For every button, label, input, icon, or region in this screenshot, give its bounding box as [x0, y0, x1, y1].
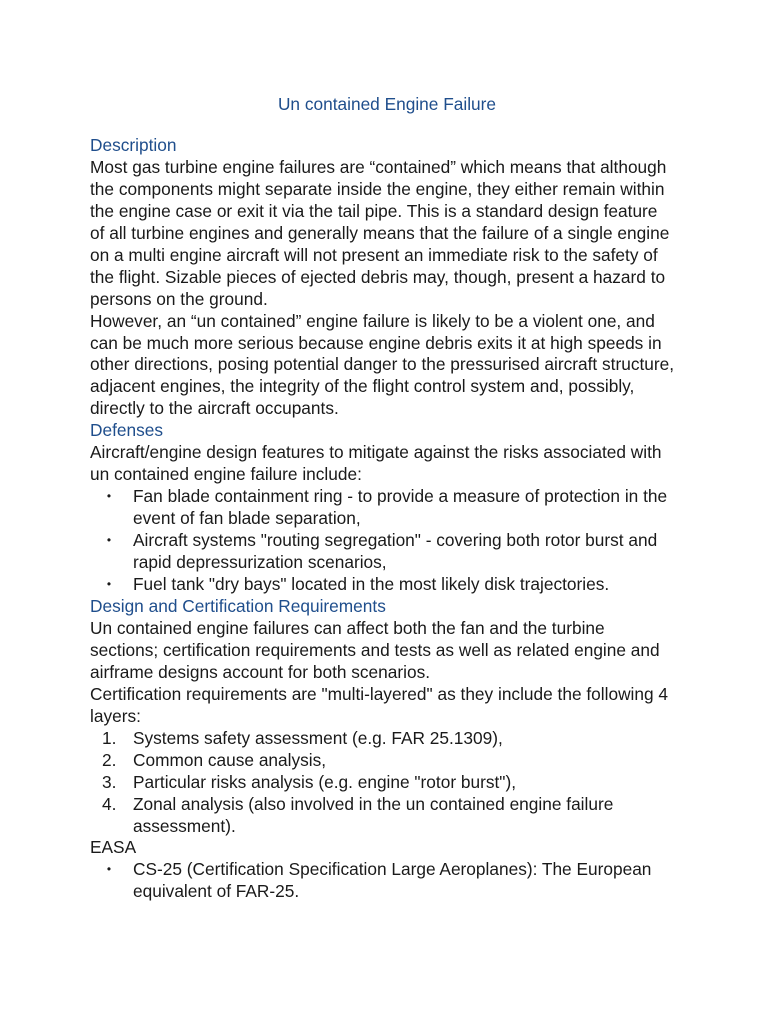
- list-item: [90, 728, 676, 750]
- list-number: 4.: [102, 793, 117, 814]
- list-item: [90, 750, 676, 772]
- list-item-text: CS-25 (Certification Specification Large Aeroplanes): The European equivalent of FAR-25.: [133, 859, 652, 902]
- easa-label: EASA: [90, 837, 137, 858]
- list-item-text: Aircraft systems "routing segregation" - covering both rotor burst and rapid depressurization scenarios,: [133, 530, 658, 573]
- list-item-text: Systems safety assessment (e.g. FAR 25.1309),: [133, 727, 503, 748]
- description-paragraph-1: Most gas turbine engine failures are “contained” which means that although the components might separate inside the engine, they either remain within the engine case or exit it via the tail pipe. This is a standard design feature of all turbine engines and generally means that the failure of a single engine on a multi engine aircraft will not present an immediate risk to the safety of the flight. Sizable pieces of ejected debris may, though, present a hazard to persons on the ground.: [90, 156, 670, 309]
- document-title: Un contained Engine Failure: [277, 94, 497, 114]
- list-item: [90, 859, 676, 903]
- list-item: [90, 574, 676, 596]
- defenses-heading: Defenses: [90, 420, 164, 441]
- layers-list: [90, 728, 676, 838]
- description-heading: Description: [90, 134, 177, 155]
- bullet-marker: •: [106, 533, 112, 548]
- list-item-text: Fuel tank "dry bays" located in the most likely disk trajectories.: [133, 574, 610, 595]
- list-item: [90, 794, 676, 838]
- list-item-text: Particular risks analysis (e.g. engine "rotor burst"),: [133, 771, 516, 792]
- list-item: [90, 772, 676, 794]
- list-item-text: Fan blade containment ring - to provide a measure of protection in the event of fan blade separation,: [133, 486, 668, 529]
- list-item-text: Common cause analysis,: [133, 749, 327, 770]
- bullet-marker: •: [106, 862, 112, 877]
- design-heading: Design and Certification Requirements: [90, 595, 386, 616]
- list-item: [90, 486, 676, 530]
- list-item-text: Zonal analysis (also involved in the un contained engine failure assessment).: [133, 793, 614, 836]
- easa-list: [90, 859, 676, 903]
- defenses-list: [90, 486, 676, 596]
- list-number: 1.: [102, 727, 117, 748]
- bullet-marker: •: [106, 577, 112, 592]
- design-paragraph-1: Un contained engine failures can affect both the fan and the turbine sections; certification requirements and tests as well as related engine and airframe designs account for both scenarios.: [90, 617, 660, 682]
- design-paragraph-2: Certification requirements are "multi-layered" as they include the following 4 layers:: [90, 683, 669, 726]
- defenses-intro: Aircraft/engine design features to mitigate against the risks associated with un contained engine failure include:: [90, 442, 662, 485]
- list-number: 3.: [102, 771, 117, 792]
- description-paragraph-2: However, an “un contained” engine failure is likely to be a violent one, and can be much more serious because engine debris exits it at high speeds in other directions, posing potential danger to the pressurised aircraft structure, adjacent engines, the integrity of the flight control system and, possibly, directly to the aircraft occupants.: [90, 310, 675, 419]
- list-number: 2.: [102, 749, 117, 770]
- bullet-marker: •: [106, 489, 112, 504]
- list-item: [90, 530, 676, 574]
